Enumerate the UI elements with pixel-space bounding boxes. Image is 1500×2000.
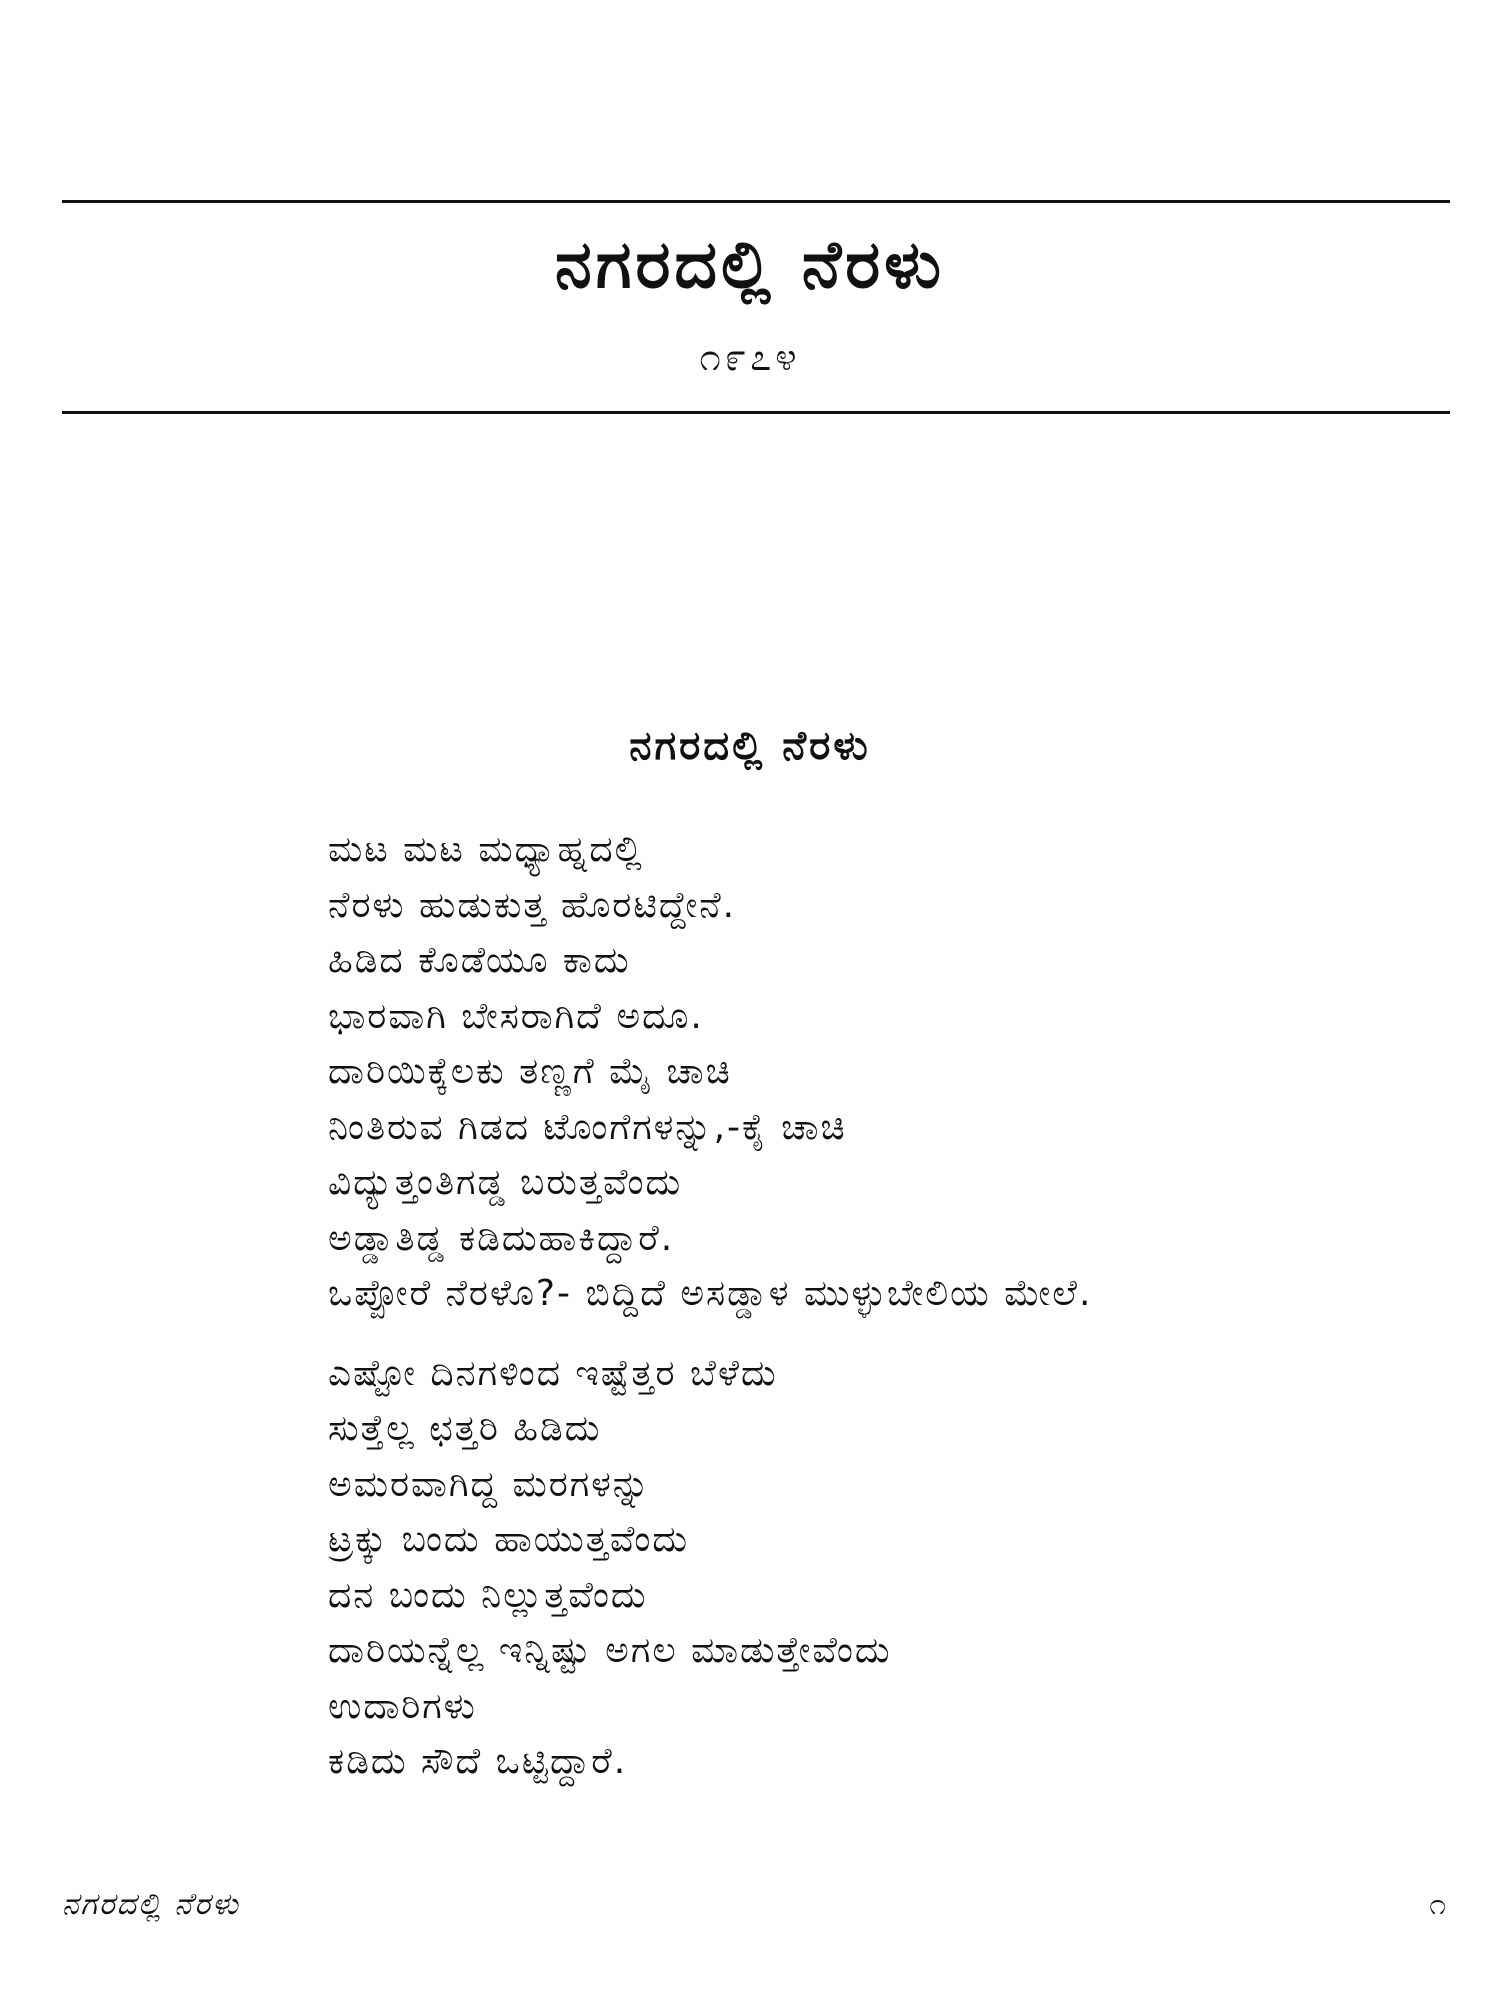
- poem-line: ಅಡ್ಡಾತಿಡ್ಡ ಕಡಿದುಹಾಕಿದ್ದಾರೆ.: [328, 1217, 675, 1259]
- poem-line: ದನ ಬಂದು ನಿಲ್ಲುತ್ತವೆಂದು: [328, 1574, 648, 1616]
- poem-line: ಒಪ್ಪೋರೆ ನೆರಳೊ?- ಬಿದ್ದಿದೆ ಅಸಡ್ಡಾಳ ಮುಳ್ಳುಬೇಲಿಯ ಮೇಲೆ.: [328, 1273, 1093, 1314]
- poem-body: [328, 822, 1448, 1814]
- poem-line: ಉದಾರಿಗಳು: [328, 1685, 477, 1727]
- top-rule: [62, 200, 1450, 203]
- bottom-rule: [62, 411, 1450, 414]
- poem-line: ನಿಂತಿರುವ ಗಿಡದ ಟೊಂಗೆಗಳನ್ನು,-ಕೈ ಚಾಚಿ: [328, 1106, 847, 1148]
- poem-line: ದಾರಿಯನ್ನೆಲ್ಲ ಇನ್ನಿಷ್ಟು ಅಗಲ ಮಾಡುತ್ತೇವೆಂದು: [328, 1630, 892, 1671]
- poem-title: ನಗರದಲ್ಲಿ ನೆರಳು: [629, 723, 871, 769]
- book-title: ನಗರದಲ್ಲಿ ನೆರಳು: [555, 226, 945, 303]
- page-number: ೧: [1429, 1887, 1446, 1922]
- book-year: ೧೯೭೪: [699, 335, 801, 379]
- poem-line: ಕಡಿದು ಸೌದೆ ಒಟ್ಟಿದ್ದಾರೆ.: [328, 1741, 628, 1782]
- poem-line: ಎಷ್ಟೋ ದಿನಗಳಿಂದ ಇಷ್ಟೆತ್ತರ ಬೆಳೆದು: [328, 1352, 778, 1394]
- poem-line: ಹಿಡಿದ ಕೊಡೆಯೂ ಕಾದು: [328, 940, 631, 981]
- poem-line: ದಾರಿಯಿಕ್ಕೆಲಕು ತಣ್ಣಗೆ ಮೈ ಚಾಚಿ: [328, 1051, 732, 1092]
- poem-line: ವಿದ್ಯುತ್ತಂತಿಗಡ್ಡ ಬರುತ್ತವೆಂದು: [328, 1162, 683, 1203]
- poem-line: ಭಾರವಾಗಿ ಬೇಸರಾಗಿದೆ ಅದೂ.: [328, 995, 704, 1037]
- poem-line: ಸುತ್ತೆಲ್ಲ ಛತ್ತರಿ ಹಿಡಿದು: [328, 1408, 602, 1449]
- stanza-2: [328, 1346, 1448, 1790]
- stanza-1: [328, 822, 1448, 1322]
- poem-line: ಅಮರವಾಗಿದ್ದ ಮರಗಳನ್ನು: [328, 1463, 652, 1505]
- poem-line: ಮಟ ಮಟ ಮಧ್ಯಾಹ್ನದಲ್ಲಿ: [328, 829, 644, 870]
- poem-line: ಟ್ರಕ್ಕು ಬಂದು ಹಾಯುತ್ತವೆಂದು: [328, 1519, 690, 1560]
- poem-line: ನೆರಳು ಹುಡುಕುತ್ತ ಹೊರಟಿದ್ದೇನೆ.: [328, 884, 737, 926]
- running-title: ನಗರದಲ್ಲಿ ನೆರಳು: [62, 1887, 240, 1922]
